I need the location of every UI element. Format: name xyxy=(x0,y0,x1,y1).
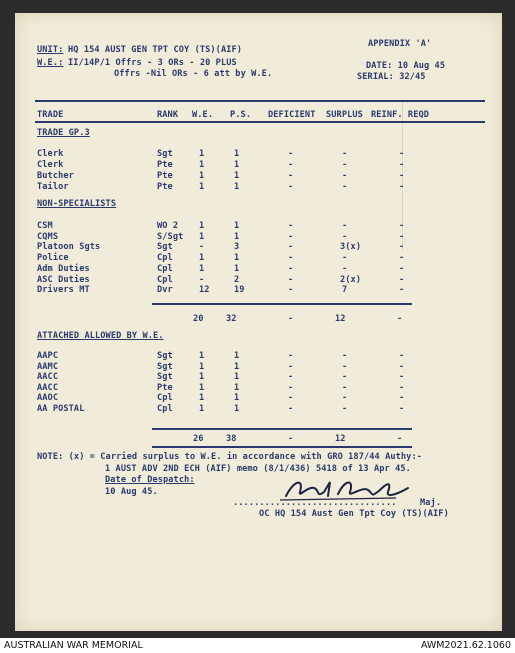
table-cell: 3 xyxy=(234,242,240,253)
table-cell: Sgt xyxy=(157,242,173,253)
we-label: W.E.: xyxy=(37,58,64,68)
table-cell: Adm Duties xyxy=(37,263,90,274)
footer-accession-number: AWM2021.62.1060 xyxy=(420,640,511,651)
table-cell: - xyxy=(342,404,348,414)
table-cell: 12 xyxy=(199,285,210,296)
table-cell: 1 xyxy=(199,404,205,414)
table-cell: Platoon Sgts xyxy=(37,242,101,253)
table-cell: - xyxy=(399,149,405,159)
table-cell: 1 xyxy=(199,182,205,192)
total-cell: 12 xyxy=(335,314,346,324)
table-cell: Pte xyxy=(157,171,173,181)
appendix-label: APPENDIX 'A' xyxy=(368,39,432,49)
we-line-1: II/14P/1 Offrs - 3 ORs - 20 PLUS xyxy=(68,58,237,68)
table-cell: 1 xyxy=(199,221,205,231)
we-line-2: Offrs -Nil ORs - 6 att by W.E. xyxy=(114,69,273,79)
table-cell: - xyxy=(288,253,294,264)
table-cell: - xyxy=(399,404,405,414)
table-cell: 1 xyxy=(199,351,205,361)
table-cell: CQMS xyxy=(37,231,59,242)
table-cell: 1 xyxy=(234,171,240,181)
table-cell: - xyxy=(288,221,294,231)
section-title-trade-gp3: TRADE GP.3 xyxy=(37,128,90,138)
table-cell: Sgt xyxy=(157,351,173,361)
serial-line: SERIAL: 32/45 xyxy=(357,72,426,82)
table-cell: 1 xyxy=(234,372,240,383)
table-cell: - xyxy=(288,263,294,274)
signature-rank: Maj. xyxy=(420,498,442,508)
table-cell: - xyxy=(399,393,405,404)
section-title-non-specialists: NON-SPECIALISTS xyxy=(37,199,117,209)
table-cell: 1 xyxy=(199,231,205,242)
table-cell: - xyxy=(288,231,294,242)
despatch-label: Date of Despatch: xyxy=(105,475,195,485)
table-cell: CSM xyxy=(37,221,53,231)
table-cell: 1 xyxy=(199,393,205,404)
table-cell: 1 xyxy=(234,351,240,361)
table-cell: WO 2 xyxy=(157,221,179,231)
table-cell: 1 xyxy=(199,382,205,393)
note-line-2: 1 AUST ADV 2ND ECH (AIF) memo (8/1/436) 5418 of 13 Apr 45. xyxy=(105,464,411,474)
table-cell: 1 xyxy=(199,253,205,264)
table-cell: - xyxy=(399,160,405,170)
table-cell: Drivers MT xyxy=(37,285,90,296)
column-header-surplus: SURPLUS xyxy=(326,110,363,120)
table-cell: Tailor xyxy=(37,182,69,192)
table-cell: - xyxy=(399,242,405,253)
table-cell: 7 xyxy=(342,285,348,296)
total-rule-top xyxy=(152,428,412,430)
table-cell: AAMC xyxy=(37,361,59,372)
table-cell: 19 xyxy=(234,285,245,296)
total-cell: - xyxy=(397,434,403,444)
date-line: DATE: 10 Aug 45 xyxy=(366,61,446,71)
table-cell: - xyxy=(342,149,348,159)
table-cell: - xyxy=(342,372,348,383)
table-cell: 1 xyxy=(234,182,240,192)
table-cell: 1 xyxy=(234,393,240,404)
table-cell: Cpl xyxy=(157,393,173,404)
document-page xyxy=(15,13,502,631)
table-cell: - xyxy=(399,361,405,372)
header-rule-top xyxy=(35,100,485,102)
table-cell: - xyxy=(288,351,294,361)
table-cell: 1 xyxy=(199,160,205,170)
table-cell: - xyxy=(342,263,348,274)
table-cell: - xyxy=(288,182,294,192)
header-rule-bottom xyxy=(35,121,485,123)
table-cell: Sgt xyxy=(157,372,173,383)
table-cell: 1 xyxy=(234,149,240,159)
table-cell: - xyxy=(288,274,294,285)
table-cell: - xyxy=(288,149,294,159)
table-cell: AACC xyxy=(37,372,59,383)
table-cell: AACC xyxy=(37,382,59,393)
table-cell: Cpl xyxy=(157,274,173,285)
table-cell: Police xyxy=(37,253,69,264)
table-cell: - xyxy=(399,171,405,181)
total-cell: 12 xyxy=(335,434,346,444)
column-header-rank: RANK xyxy=(157,110,179,120)
table-cell: - xyxy=(342,182,348,192)
table-cell: 1 xyxy=(234,361,240,372)
total-cell: - xyxy=(288,434,294,444)
total-cell: - xyxy=(397,314,403,324)
unit-label: UNIT: xyxy=(37,45,64,55)
table-cell: 1 xyxy=(199,171,205,181)
total-cell: 32 xyxy=(226,314,237,324)
table-cell: - xyxy=(342,253,348,264)
table-cell: 1 xyxy=(199,361,205,372)
table-cell: - xyxy=(288,242,294,253)
table-cell: Clerk xyxy=(37,160,64,170)
column-header-w-e: W.E. xyxy=(192,110,214,120)
table-cell: Clerk xyxy=(37,149,64,159)
table-cell: - xyxy=(399,285,405,296)
table-cell: Pte xyxy=(157,382,173,393)
table-cell: - xyxy=(399,253,405,264)
total-cell: 20 xyxy=(193,314,204,324)
table-cell: - xyxy=(342,361,348,372)
table-cell: - xyxy=(342,382,348,393)
table-cell: 1 xyxy=(234,263,240,274)
table-cell: AAOC xyxy=(37,393,59,404)
table-cell: 3(x) xyxy=(340,242,362,253)
table-cell: 1 xyxy=(199,372,205,383)
subtotal-rule xyxy=(152,303,412,305)
section-title-attached: ATTACHED ALLOWED BY W.E. xyxy=(37,331,164,341)
handwritten-signature xyxy=(276,474,416,504)
column-header-trade: TRADE xyxy=(37,110,64,120)
total-rule-bottom xyxy=(152,446,412,448)
table-cell: 1 xyxy=(199,149,205,159)
table-cell: 1 xyxy=(234,404,240,414)
table-cell: - xyxy=(399,372,405,383)
table-cell: - xyxy=(399,382,405,393)
table-cell: - xyxy=(199,242,205,253)
table-cell: - xyxy=(288,404,294,414)
table-cell: - xyxy=(288,361,294,372)
table-cell: - xyxy=(199,274,205,285)
table-cell: 2(x) xyxy=(340,274,362,285)
table-cell: AA POSTAL xyxy=(37,404,85,414)
table-cell: Cpl xyxy=(157,253,173,264)
signature-line-dots: ............................... xyxy=(233,498,397,508)
table-cell: Sgt xyxy=(157,361,173,372)
table-cell: S/Sgt xyxy=(157,231,184,242)
footer-institution: AUSTRALIAN WAR MEMORIAL xyxy=(4,640,143,651)
table-cell: - xyxy=(399,351,405,361)
table-cell: - xyxy=(288,393,294,404)
table-cell: - xyxy=(342,231,348,242)
total-cell: 26 xyxy=(193,434,204,444)
signature-title: OC HQ 154 Aust Gen Tpt Coy (TS)(AIF) xyxy=(259,509,449,519)
table-cell: 2 xyxy=(234,274,240,285)
table-cell: Butcher xyxy=(37,171,74,181)
table-cell: - xyxy=(288,382,294,393)
total-cell: - xyxy=(288,314,294,324)
table-cell: ASC Duties xyxy=(37,274,90,285)
footer-bar xyxy=(0,638,515,653)
despatch-value: 10 Aug 45. xyxy=(105,487,158,497)
table-cell: - xyxy=(399,274,405,285)
total-cell: 38 xyxy=(226,434,237,444)
table-cell: - xyxy=(288,160,294,170)
table-cell: 1 xyxy=(234,160,240,170)
table-cell: - xyxy=(399,221,405,231)
table-cell: - xyxy=(399,231,405,242)
note-line-1: NOTE: (x) = Carried surplus to W.E. in accordance with GRO 187/44 Authy:- xyxy=(37,452,422,462)
table-cell: 1 xyxy=(234,221,240,231)
column-header-reinf-reqd: REINF. REQD xyxy=(371,110,430,120)
column-header-deficient: DEFICIENT xyxy=(268,110,316,120)
column-header-p-s: P.S. xyxy=(230,110,252,120)
table-cell: - xyxy=(399,182,405,192)
table-cell: - xyxy=(342,160,348,170)
table-cell: Pte xyxy=(157,182,173,192)
table-cell: Dvr xyxy=(157,285,173,296)
table-cell: AAPC xyxy=(37,351,59,361)
table-cell: Cpl xyxy=(157,263,173,274)
table-cell: Pte xyxy=(157,160,173,170)
table-cell: - xyxy=(288,372,294,383)
table-cell: - xyxy=(288,171,294,181)
table-cell: - xyxy=(288,285,294,296)
table-cell: 1 xyxy=(234,382,240,393)
table-cell: Cpl xyxy=(157,404,173,414)
table-cell: 1 xyxy=(234,253,240,264)
table-cell: - xyxy=(342,351,348,361)
table-cell: - xyxy=(342,393,348,404)
table-cell: 1 xyxy=(199,263,205,274)
table-cell: - xyxy=(342,171,348,181)
table-cell: Sgt xyxy=(157,149,173,159)
table-cell: - xyxy=(342,221,348,231)
table-cell: 1 xyxy=(234,231,240,242)
table-cell: - xyxy=(399,263,405,274)
unit-value: HQ 154 AUST GEN TPT COY (TS)(AIF) xyxy=(68,45,243,55)
